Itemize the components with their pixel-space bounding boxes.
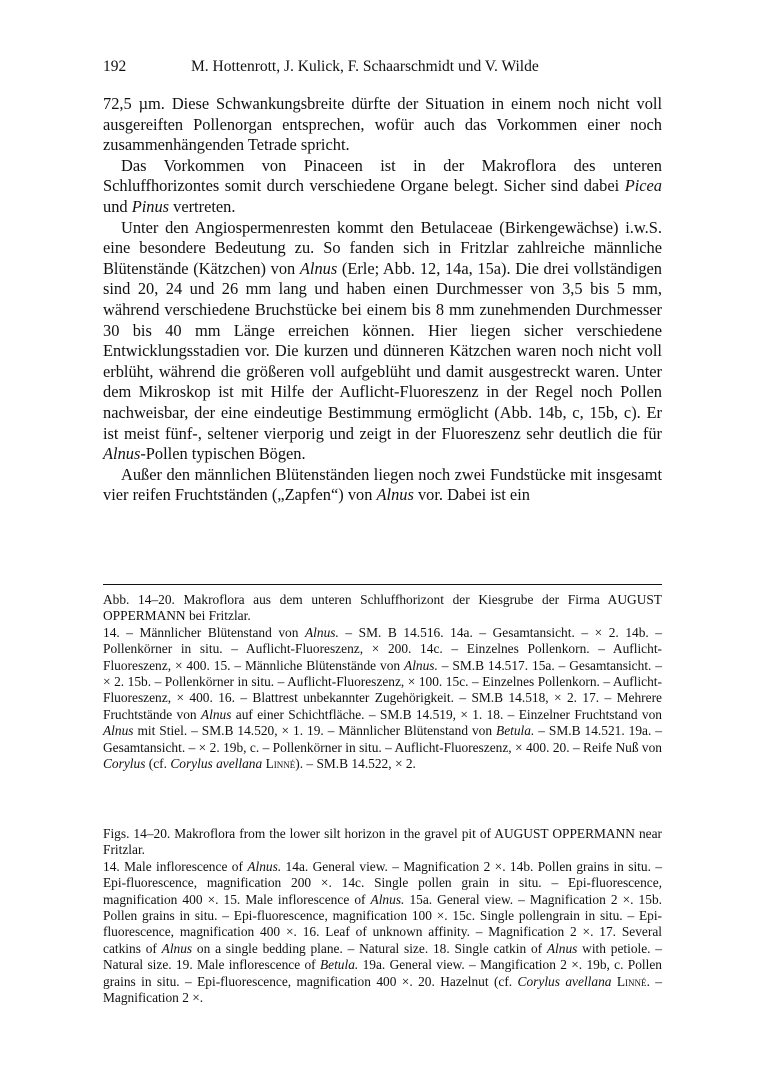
paragraph-1-text: 72,5 µm. Diese Schwankungsbreite dürfte der Situation in einem noch nicht voll ausgereiften Pollenorgan entsprechen, wofür auch das Vorkommen einer noch zusammenhängenden Tetrade spricht. [103, 94, 662, 155]
caption-german-intro: Abb. 14–20. Makroflora aus dem unteren Schluffhorizont der Kiesgrube der Firma AUGUST OPPERMANN bei Fritzlar. [103, 592, 662, 624]
caption-text: – SM.B 14.517. 15a. – Gesamtansicht. – × 2. 15b. – Pollenkörner in situ. – Auflicht-Fluoreszenz, × 100. 15c. – Einzelnes Pollenkorn. – Auflicht-Fluoreszenz, × 400. 16. – Blattrest unbekannter Zugehörigkeit. – SM.B 14.518, × 2. 17. – Mehrere Fruchtstände von [103, 657, 662, 722]
caption-german-body [103, 625, 662, 773]
paragraph-4 [103, 465, 662, 506]
caption-text: with petiole. – Natural size. 19. Male inflorescence of [103, 940, 663, 973]
caption-taxon: Corylus [103, 756, 146, 772]
paragraph-3-text-a: Unter den Angiospermenresten kommt den Betulaceae (Birkengewächse) i.w.S. eine besondere Bedeutung zu. So fanden sich in Fritzlar zahlreiche männliche Blütenstände (Kätzchen) von [103, 217, 662, 278]
caption-text: 15a. General view. – Magnification 2 ×. 15b. Pollen grains in situ. – Epi-fluorescence, magnification 100 ×. 15c. Single pollengrain in situ. – Epi-fluorescence, magnification 400 ×. 16. Leaf of unknown affinity. – Magnification 2 ×. 17. Several catkins of [103, 891, 662, 956]
page-number: 192 [103, 58, 127, 75]
figure-caption-english [103, 826, 662, 1006]
running-header [103, 58, 663, 82]
paragraph-3-text-c: -Pollen typischen Bögen. [140, 444, 306, 464]
caption-taxon: Corylus avellana [170, 756, 263, 772]
caption-taxon: Betula. [496, 723, 535, 739]
caption-english-intro: Figs. 14–20. Makroflora from the lower silt horizon in the gravel pit of AUGUST OPPERMANN near Fritzlar. [103, 826, 662, 858]
caption-text: 14. Male inflorescence of [103, 858, 248, 874]
paragraph-2-text-a: Das Vorkommen von Pinaceen ist in der Makroflora des unteren Schluffhorizontes somit durch verschiedene Organe belegt. Sicher sind dabei [103, 155, 662, 196]
caption-english-body [103, 859, 662, 1007]
caption-text: . – Magnification 2 ×. [103, 973, 662, 1006]
taxon-alnus: Alnus [103, 444, 141, 464]
caption-taxon: Alnus [161, 940, 193, 956]
caption-taxon: Alnus. [247, 858, 282, 874]
paragraph-4-text-b: vor. Dabei ist ein [413, 485, 530, 505]
caption-taxon: Betula. [319, 957, 359, 973]
caption-taxon: Alnus [103, 723, 134, 739]
body-text [103, 94, 662, 506]
caption-text: on a single bedding plane. – Natural size. 18. Single catkin of [192, 940, 547, 956]
taxon-pinus: Pinus [131, 196, 170, 216]
taxon-picea: Picea [624, 176, 662, 196]
taxon-alnus: Alnus [376, 485, 414, 505]
caption-author-citation: Linné [616, 973, 647, 989]
paragraph-2 [103, 156, 662, 218]
paragraph-3-text-b: (Erle; Abb. 12, 14a, 15a). Die drei vollständigen sind 20, 24 und 26 mm lang und haben einen Durchmesser von 3,5 bis 5 mm, während verschiedene Bruchstücke bei einem bis 8 mm zunehmenden Durchmesser 30 bis 40 mm Länge erreichen können. Hier liegen sicher verschiedene Entwicklungsstadien vor. Die kurzen und dünneren Kätzchen waren noch nicht voll erblüht, während die größeren voll aufgeblüht und damit ausgestreckt waren. Unter dem Mikroskop ist mit Hilfe der Auflicht-Fluoreszenz in der Regel noch Pollen nachweisbar, der eine eindeutige Bestimmung ermöglicht (Abb. 14b, c, 15b, c). Er ist meist fünf-, seltener vierporig und zeigt in der Fluoreszenz sehr deutlich die für [103, 258, 662, 443]
caption-text: ). – SM.B 14.522, × 2. [295, 756, 416, 772]
caption-text: auf einer Schichtfläche. – SM.B 14.519, × 1. 18. – Einzelner Fruchtstand von [231, 706, 662, 722]
caption-taxon: Alnus. [305, 624, 339, 640]
paragraph-1 [103, 94, 662, 156]
taxon-alnus: Alnus [299, 258, 338, 278]
caption-text: – SM. B 14.516. 14a. – Gesamtansicht. – × 2. 14b. – Pollenkörner in situ. – Auflicht-Fluoreszenz, × 200. 14c. – Einzelnes Pollenkorn. – Auflicht-Fluoreszenz, × 400. 15. – Männliche Blütenstände von [103, 624, 663, 673]
caption-text: mit Stiel. – SM.B 14.520, × 1. 19. – Männlicher Blütenstand von [133, 723, 497, 739]
caption-text: (cf. [145, 756, 171, 772]
caption-taxon: Alnus [200, 706, 232, 722]
caption-taxon: Corylus avellana [517, 973, 612, 989]
caption-text: 14a. General view. – Magnification 2 ×. 14b. Pollen grains in situ. – Epi-fluorescence, magnification 200 ×. 14c. Single pollen grain in situ. – Epi-fluorescence, magnification 400 ×. 15. Male inflorescence of [103, 858, 663, 907]
paragraph-2-text-b: und [103, 196, 132, 216]
header-authors: M. Hottenrott, J. Kulick, F. Schaarschmidt und V. Wilde [191, 58, 539, 75]
caption-taxon: Alnus. [404, 657, 438, 673]
paragraph-2-text-c: vertreten. [169, 196, 236, 216]
caption-text: 19a. General view. – Mangification 2 ×. 19b, c. Pollen grains in situ. – Epi-fluorescence, magnification 400 ×. 20. Hazelnut (cf. [103, 957, 663, 989]
caption-divider [103, 584, 662, 585]
caption-taxon: Alnus [546, 940, 578, 956]
caption-taxon: Alnus. [370, 891, 405, 907]
caption-author-citation: Linné [265, 756, 296, 772]
paragraph-3 [103, 218, 662, 465]
caption-text: – SM.B 14.521. 19a. – Gesamtansicht. – × 2. 19b, c. – Pollenkörner in situ. – Auflicht-Fluoreszenz, × 400. 20. – Reife Nuß von [103, 723, 662, 755]
paragraph-4-text-a: Außer den männlichen Blütenständen liegen noch zwei Fundstücke mit insgesamt vier reifen Fruchtständen („Zapfen“) von [103, 464, 662, 505]
figure-caption-german [103, 592, 662, 772]
caption-text: 14. – Männlicher Blütenstand von [103, 624, 305, 640]
